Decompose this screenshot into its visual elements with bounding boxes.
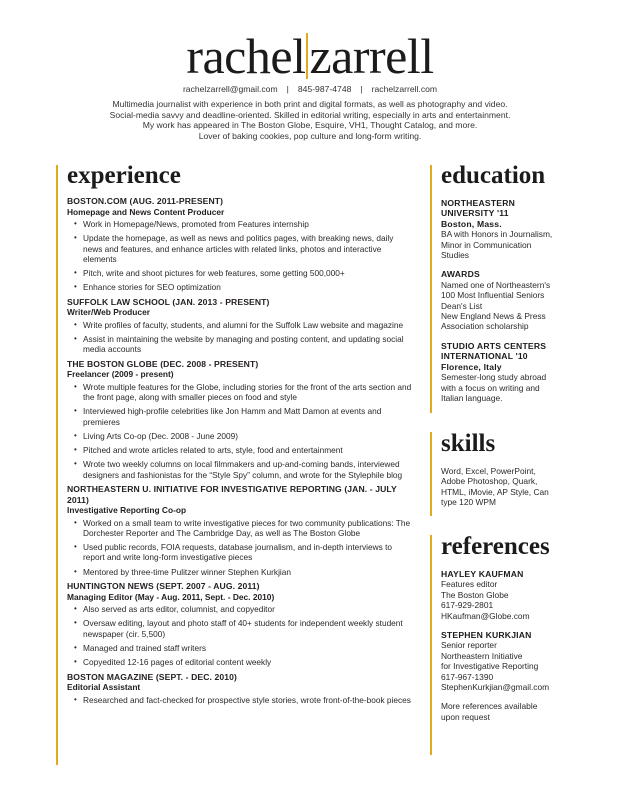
candidate-name bbox=[0, 28, 620, 84]
job-role: Freelancer (2009 - present) bbox=[67, 369, 174, 380]
contact-line bbox=[0, 84, 620, 94]
references-line: The Boston Globe bbox=[441, 589, 509, 600]
education-title: education bbox=[441, 162, 546, 189]
skills-line: HTML, iMovie, AP Style, Can bbox=[441, 486, 549, 497]
job-bullet: • Interviewed high-profile celebrities like Jon Hamm and Matt Damon at events and premieres bbox=[83, 406, 412, 427]
job-bullets bbox=[67, 219, 412, 293]
education-section bbox=[441, 162, 601, 412]
skills-list bbox=[441, 466, 601, 508]
job-bullet: • Pitch, write and shoot pictures for web features, some getting 500,000+ bbox=[83, 268, 412, 278]
references-rule bbox=[430, 535, 432, 755]
education-heading: STUDIO ARTS CENTERS bbox=[441, 340, 547, 351]
references-line: Northeastern Initiative bbox=[441, 650, 523, 661]
job-bullets bbox=[67, 320, 412, 355]
job-bullet: • Wrote multiple features for the Globe, including stories for the front of the arts section and the front page, along with smaller pieces on food and style bbox=[83, 382, 412, 403]
education-block bbox=[441, 341, 601, 403]
job-role: Investigative Reporting Co-op bbox=[67, 505, 187, 516]
job-entry bbox=[67, 672, 412, 705]
references-line: 617-929-2801 bbox=[441, 600, 494, 611]
education-line: BA with Honors in Journalism, bbox=[441, 229, 553, 240]
education-heading: NORTHEASTERN bbox=[441, 198, 516, 208]
references-line: upon request bbox=[441, 711, 490, 722]
email-link[interactable]: rachelzarrell@gmail.com bbox=[182, 84, 278, 94]
job-entry bbox=[67, 484, 412, 577]
job-bullets bbox=[67, 695, 412, 705]
first-name: rachel bbox=[186, 28, 306, 84]
experience-rule bbox=[56, 165, 58, 765]
job-bullet: • Wrote two weekly columns on local filmmakers and up-and-coming bands, interviewed designers and fashionistas for the “Style Spy” column, and wrote for the Stylephile blog bbox=[83, 459, 412, 480]
references-section bbox=[441, 533, 601, 731]
references-line: Features editor bbox=[441, 579, 498, 590]
education-line: Semester-long study abroad bbox=[441, 372, 547, 383]
job-heading: BOSTON.COM (AUG. 2011-PRESENT) bbox=[67, 196, 224, 206]
job-bullets bbox=[67, 382, 412, 480]
job-bullet: • Mentored by three-time Pulitzer winner Stephen Kurkjian bbox=[83, 567, 412, 577]
job-bullet: • Worked on a small team to write investigative pieces for two community publications: The Dorchester Reporter and The Cambridge Day, as well as The Boston Globe bbox=[83, 518, 412, 539]
education-heading: UNIVERSITY '11 bbox=[441, 208, 509, 219]
job-heading: THE BOSTON GLOBE (DEC. 2008 - PRESENT) bbox=[67, 358, 259, 369]
education-line: Minor in Communication bbox=[441, 239, 532, 250]
job-bullet: • Assist in maintaining the website by managing and posting content, and updating social media accounts bbox=[83, 334, 412, 355]
job-bullet: • Managed and trained staff writers bbox=[83, 643, 412, 653]
skills-line: type 120 WPM bbox=[441, 497, 496, 508]
contact-separator: | bbox=[360, 84, 363, 94]
email-link[interactable]: HKaufman@Globe.com bbox=[441, 610, 530, 621]
summary-line: My work has appeared in The Boston Globe, Esquire, VH1, Thought Catalog, and more. bbox=[142, 120, 478, 130]
references-block bbox=[441, 630, 601, 692]
job-bullet: • Enhance stories for SEO optimization bbox=[83, 282, 412, 292]
references-block bbox=[441, 701, 601, 722]
education-heading: AWARDS bbox=[441, 269, 480, 280]
summary-line: Lover of baking cookies, pop culture and long-form writing. bbox=[198, 130, 422, 141]
phone-number: 845-987-4748 bbox=[297, 84, 352, 94]
education-list bbox=[441, 198, 601, 403]
job-heading: NORTHEASTERN U. INITIATIVE FOR INVESTIGATIVE REPORTING (JAN. - JULY 2011) bbox=[67, 484, 397, 505]
references-line: Senior reporter bbox=[441, 640, 497, 651]
references-block bbox=[441, 569, 601, 621]
job-list bbox=[67, 196, 412, 705]
job-bullet: • Update the homepage, as well as news and politics pages, with breaking news, daily news and features, and enhance articles with related links, photos and interactive elements bbox=[83, 233, 412, 264]
education-line: New England News & Press bbox=[441, 311, 546, 322]
job-bullet: • Work in Homepage/News, promoted from Features internship bbox=[83, 219, 412, 229]
summary-line: Multimedia journalist with experience in both print and digital formats, as well as photography and video. bbox=[112, 99, 508, 109]
experience-section bbox=[67, 162, 412, 709]
skills-line: Word, Excel, PowerPoint, bbox=[441, 466, 536, 476]
education-line: Named one of Northeastern's bbox=[441, 279, 551, 290]
job-entry bbox=[67, 297, 412, 355]
website-link[interactable]: rachelzarrell.com bbox=[371, 84, 438, 94]
skills-line: Adobe Photoshop, Quark, bbox=[441, 476, 538, 487]
contact-separator: | bbox=[286, 84, 289, 94]
skills-rule bbox=[430, 432, 432, 516]
references-line: More references available bbox=[441, 701, 538, 712]
job-entry bbox=[67, 196, 412, 293]
education-block bbox=[441, 269, 601, 331]
job-bullet: • Also served as arts editor, columnist, and copyeditor bbox=[83, 604, 412, 614]
job-heading: SUFFOLK LAW SCHOOL (JAN. 2013 - PRESENT) bbox=[67, 296, 270, 307]
job-role: Editorial Assistant bbox=[67, 682, 141, 693]
education-heading: INTERNATIONAL '10 bbox=[441, 351, 528, 362]
education-line: 100 Most Influential Seniors bbox=[441, 290, 545, 301]
job-bullet: • Researched and fact-checked for prospective style stories, wrote front-of-the-book pieces bbox=[83, 695, 412, 705]
references-heading: STEPHEN KURKJIAN bbox=[441, 630, 532, 641]
education-block bbox=[441, 198, 601, 260]
education-line: Studies bbox=[441, 250, 469, 261]
job-bullet: • Used public records, FOIA requests, database journalism, and in-depth interviews to report and write long-form investigative pieces bbox=[83, 542, 412, 563]
job-bullets bbox=[67, 518, 412, 577]
experience-title: experience bbox=[67, 162, 181, 189]
education-heading: Boston, Mass. bbox=[441, 218, 502, 229]
education-heading: Florence, Italy bbox=[441, 361, 502, 372]
references-list bbox=[441, 569, 601, 722]
job-role: Managing Editor (May - Aug. 2011, Sept. - Dec. 2010) bbox=[67, 591, 275, 602]
job-bullet: • Pitched and wrote articles related to arts, style, food and entertainment bbox=[83, 445, 412, 455]
last-name: zarrell bbox=[309, 28, 434, 84]
references-title: references bbox=[441, 533, 550, 560]
education-rule bbox=[430, 165, 432, 413]
education-line: Association scholarship bbox=[441, 321, 529, 332]
education-line: Italian language. bbox=[441, 392, 503, 403]
job-entry bbox=[67, 581, 412, 667]
education-line: with a focus on writing and bbox=[441, 382, 540, 393]
job-role: Writer/Web Producer bbox=[67, 307, 150, 318]
job-bullet: • Oversaw editing, layout and photo staff of 40+ students for independent weekly student newspaper (cir. 5,500) bbox=[83, 618, 412, 639]
skills-section bbox=[441, 430, 601, 508]
job-heading: HUNTINGTON NEWS (SEPT. 2007 - AUG. 2011) bbox=[67, 581, 260, 592]
references-line: for Investigative Reporting bbox=[441, 661, 539, 672]
skills-title: skills bbox=[441, 430, 496, 457]
job-entry bbox=[67, 359, 412, 480]
references-heading: HAYLEY KAUFMAN bbox=[441, 569, 524, 579]
job-bullet: • Copyedited 12-16 pages of editorial content weekly bbox=[83, 657, 412, 667]
references-line: 617-967-1390 bbox=[441, 671, 494, 682]
email-link[interactable]: StephenKurkjian@gmail.com bbox=[441, 682, 550, 693]
job-heading: BOSTON MAGAZINE (SEPT. - DEC. 2010) bbox=[67, 671, 237, 682]
summary-line: Social-media savvy and deadline-oriented. Skilled in editorial writing, especially in arts and entertainment. bbox=[109, 109, 511, 120]
summary bbox=[80, 99, 540, 141]
job-bullet: • Write profiles of faculty, students, and alumni for the Suffolk Law website and magazine bbox=[83, 320, 412, 330]
job-bullet: • Living Arts Co-op (Dec. 2008 - June 2009) bbox=[83, 431, 412, 441]
job-role: Homepage and News Content Producer bbox=[67, 206, 225, 217]
education-line: Dean's List bbox=[441, 300, 483, 311]
job-bullets bbox=[67, 604, 412, 667]
